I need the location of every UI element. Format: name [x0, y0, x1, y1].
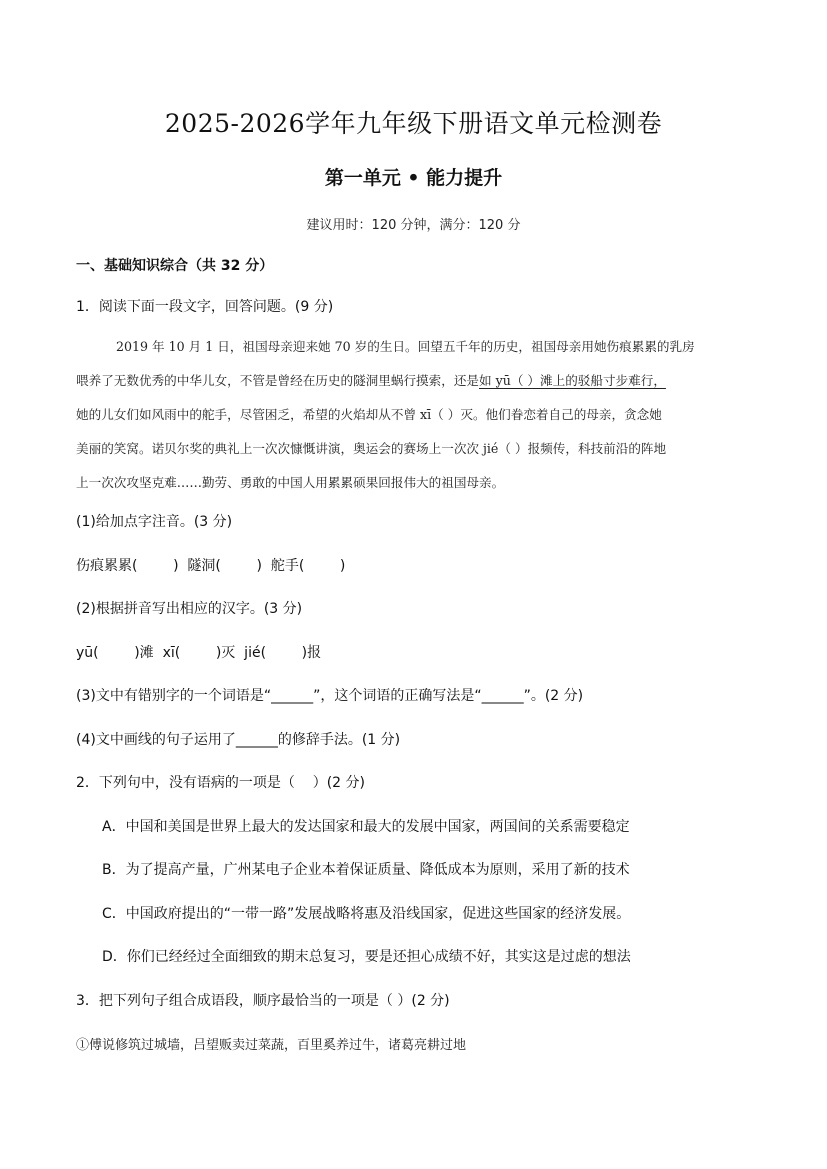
underlined-sentence: 如 yū（ ）滩上的驳船寸步难行， — [479, 373, 666, 388]
sub-question-1-prompt: (1)给加点字注音。(3 分) — [76, 514, 233, 530]
sub-question-3-prompt: (3)文中有错别字的一个词语是“______”，这个词语的正确写法是“______”。(2 分) — [76, 688, 584, 704]
exam-timing: 建议用时：120 分钟，满分：120 分 — [306, 218, 521, 233]
question-1-prompt: 1．阅读下面一段文字，回答问题。(9 分) — [76, 299, 334, 315]
option-a: A．中国和美国是世界上最大的发达国家和最大的发展中国家，两国间的关系需要稳定 — [102, 819, 630, 835]
reading-passage — [76, 330, 752, 500]
option-b: B．为了提高产量，广州某电子企业本着保证质量、降低成本为原则，采用了新的技术 — [102, 862, 630, 878]
passage-line: 2019 年 10 月 1 日，祖国母亲迎来她 70 岁的生日。回望五千年的历史，祖国母亲用她伤痕累累的乳房 — [116, 339, 695, 354]
passage-line: 美丽的笑窝。诺贝尔奖的典礼上一次次慷慨讲演，奥运会的赛场上一次次 jié（ ）报频传，科技前沿的阵地 — [76, 441, 667, 456]
exam-subtitle: 第一单元 • 能力提升 — [324, 167, 503, 189]
option-c: C．中国政府提出的“一带一路”发展战略将惠及沿线国家，促进这些国家的经济发展。 — [102, 906, 631, 922]
question-3-item-1: ①傅说修筑过城墙，吕望贩卖过菜蔬，百里奚养过牛，诸葛亮耕过地 — [76, 1038, 467, 1053]
passage-line: 上一次次攻坚克难……勤劳、勇敢的中国人用累累硕果回报伟大的祖国母亲。 — [76, 475, 505, 490]
section-heading: 一、基础知识综合（共 32 分） — [76, 258, 274, 274]
sub-question-2-prompt: (2)根据拼音写出相应的汉字。(3 分) — [76, 601, 303, 617]
question-2-prompt: 2．下列句中，没有语病的一项是（ ）(2 分) — [76, 775, 365, 791]
question-3-prompt: 3．把下列句子组合成语段，顺序最恰当的一项是（ ）(2 分) — [76, 993, 450, 1009]
sub-question-1-blanks: 伤痕累累( ) 隧洞( ) 舵手( ) — [76, 558, 346, 574]
sub-question-4-prompt: (4)文中画线的句子运用了______的修辞手法。(1 分) — [76, 732, 401, 748]
exam-title: 2025-2026学年九年级下册语文单元检测卷 — [164, 109, 663, 138]
passage-line: 她的儿女们如风雨中的舵手，尽管困乏，希望的火焰却从不曾 xī（ ）灭。他们眷恋着自己的母亲，贪念她 — [76, 407, 662, 422]
option-d: D．你们已经经过全面细致的期末总复习，要是还担心成绩不好，其实这是过虑的想法 — [102, 949, 631, 965]
passage-line — [76, 364, 752, 398]
passage-text: 喂养了无数优秀的中华儿女，不管是曾经在历史的隧洞里蜗行摸索，还是 — [76, 373, 479, 388]
sub-question-2-blanks: yū( )滩 xī( )灭 jié( )报 — [76, 645, 322, 661]
